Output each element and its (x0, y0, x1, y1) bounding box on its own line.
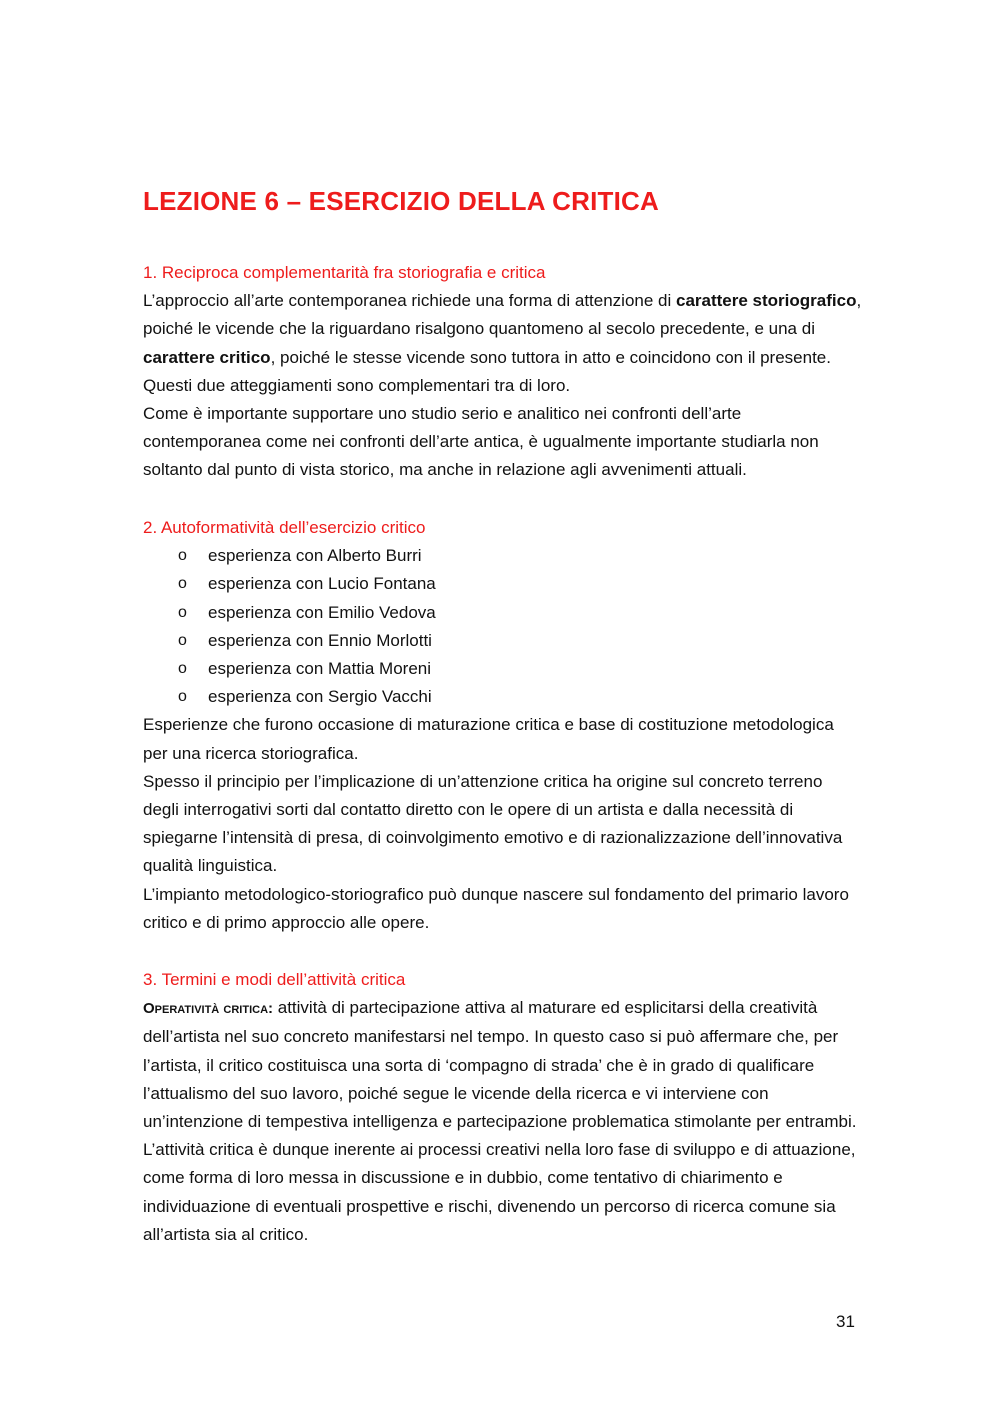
section-1 (143, 259, 863, 485)
section-2-heading: 2. Autoformatività dell’esercizio critico (143, 518, 426, 537)
circle-bullet-icon: o (178, 603, 187, 621)
bold-term-critico: carattere critico (143, 347, 271, 367)
section-3-paragraph-2: L’attività critica è dunque inerente ai processi creativi nella loro fase di sviluppo e di attuazione, come forma di loro messa in discussione e in dubbio, come tentativo di chiarimento e individuazione di eventuali prospettive e rischi, divenendo un percorso di ricerca comune sia all’artista sia al critico. (143, 1140, 856, 1244)
paragraph-text: , poiché le stesse vicende sono tuttora in atto e coincidono con il presente. Questi due atteggiamenti sono complementari tra di loro. (143, 347, 831, 395)
list-item-text: esperienza con Mattia Moreni (208, 659, 432, 679)
section-2 (143, 514, 863, 937)
section-1-paragraph-2: Come è importante supportare uno studio serio e analitico nei confronti dell’arte contemporanea come nei confronti dell’arte antica, è ugualmente importante studiarla non soltanto dal punto di vista storico, ma anche in relazione agli avvenimenti attuali. (143, 404, 819, 480)
term-operativita-critica: Operatività critica: (143, 1000, 274, 1018)
paragraph-text: , poiché le vicende che la riguardano risalgono quantomeno al secolo precedente, e una di (143, 291, 862, 339)
paragraph-text: attività di partecipazione attiva al maturare ed esplicitarsi della creatività dell’artista nel suo concreto manifestarsi nel tempo. In questo caso si può affermare che, per l’artista, il critico costituisca una sorta di ‘compagno di strada’ che è in grado di qualificare l’attualismo del suo lavoro, poiché segue le vicende della ricerca e vi interviene con un’intenzione di tempestiva intelligenza e partecipazione problematica stimolante per entrambi. (143, 998, 857, 1132)
experience-list (143, 542, 863, 711)
list-item (143, 542, 863, 570)
list-item-text: esperienza con Alberto Burri (208, 546, 422, 566)
circle-bullet-icon: o (178, 575, 187, 593)
list-item-text: esperienza con Ennio Morlotti (208, 630, 432, 650)
list-item (143, 655, 863, 683)
circle-bullet-icon: o (178, 660, 187, 678)
page-number: 31 (836, 1312, 855, 1331)
list-item (143, 683, 863, 711)
section-3-heading: 3. Termini e modi dell’attività critica (143, 970, 406, 989)
list-item-text: esperienza con Emilio Vedova (208, 602, 436, 622)
section-2-paragraph-3: L’impianto metodologico-storiografico può dunque nascere sul fondamento del primario lavoro critico e di primo approccio alle opere. (143, 884, 849, 932)
list-item-text: esperienza con Sergio Vacchi (208, 687, 432, 707)
circle-bullet-icon: o (178, 547, 187, 565)
section-1-paragraph-1 (143, 287, 863, 400)
section-2-paragraph-1: Esperienze che furono occasione di maturazione critica e base di costituzione metodologica per una ricerca storiografica. (143, 715, 834, 763)
section-2-paragraph-2: Spesso il principio per l’implicazione di un’attenzione critica ha origine sul concreto terreno degli interrogativi sorti dal contatto diretto con le opere di un artista e dalla necessità di spiegarne l’intensità di presa, di coinvolgimento emotivo e di razionalizzazione dell’innovativa qualità linguistica. (143, 771, 843, 876)
list-item (143, 570, 863, 598)
list-item (143, 599, 863, 627)
list-item (143, 627, 863, 655)
circle-bullet-icon: o (178, 631, 187, 649)
paragraph-text: L’approccio all’arte contemporanea richiede una forma di attenzione di (143, 291, 676, 311)
section-1-heading: 1. Reciproca complementarità fra storiografia e critica (143, 263, 546, 282)
bold-term-storiografico: carattere storiografico (676, 291, 857, 311)
list-item-text: esperienza con Lucio Fontana (208, 574, 436, 594)
section-3-paragraph-1 (143, 994, 863, 1136)
section-3 (143, 966, 863, 1249)
circle-bullet-icon: o (178, 688, 187, 706)
lesson-title: LEZIONE 6 – ESERCIZIO DELLA CRITICA (143, 186, 659, 216)
